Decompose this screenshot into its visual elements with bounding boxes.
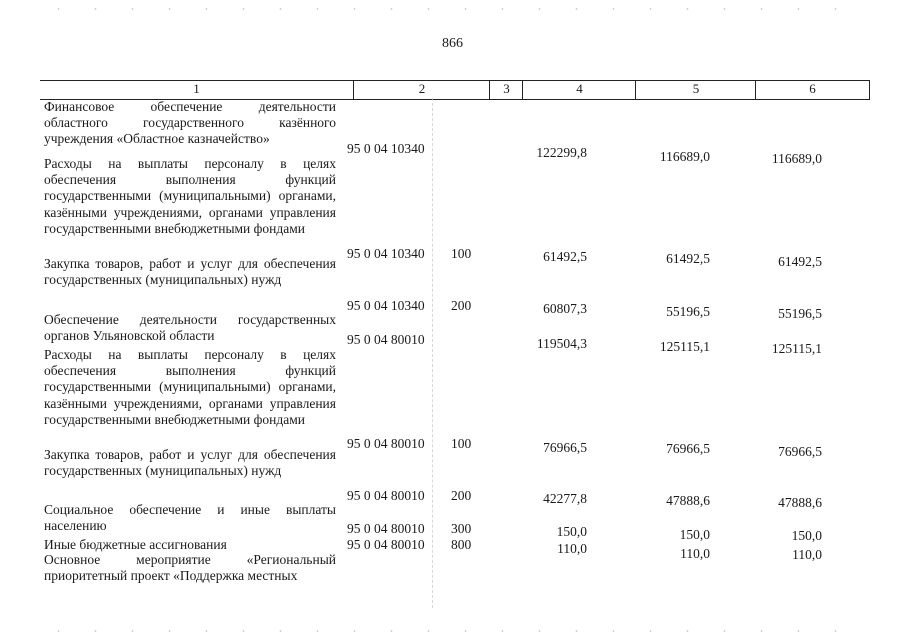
header-col-6: 6	[755, 81, 870, 99]
row-value-col4: 60807,3	[543, 301, 587, 316]
scan-noise-bottom	[40, 630, 870, 632]
header-col-4: 4	[522, 81, 636, 99]
header-col-1: 1	[193, 81, 200, 96]
row-description: Финансовое обеспечение деятельности областного государственного казённого учреждения «Областное казначейство»	[44, 99, 336, 147]
scan-noise-top	[40, 8, 870, 10]
row-value-col5: 125115,1	[659, 339, 710, 354]
row-description: Расходы на выплаты персоналу в целях обеспечения выполнения функций государственными (муниципальными) органами, казёнными учреждениями, органами управления государственными внебюджетными фондами	[44, 156, 336, 236]
row-value-col4: 110,0	[557, 541, 587, 556]
row-value-col5: 116689,0	[659, 149, 710, 164]
row-value-col4: 61492,5	[543, 249, 587, 264]
row-value-col4: 76966,5	[543, 440, 587, 455]
row-target-code: 95 0 04 10340	[347, 298, 425, 313]
row-target-code: 95 0 04 80010	[347, 521, 425, 536]
row-target-code: 95 0 04 80010	[347, 332, 425, 347]
row-value-col4: 150,0	[556, 524, 587, 539]
row-value-col6: 47888,6	[778, 495, 822, 510]
header-col-5: 5	[635, 81, 756, 99]
row-value-col4: 122299,8	[536, 145, 587, 160]
row-value-col6: 125115,1	[771, 341, 822, 356]
row-expense-type: 200	[451, 488, 472, 503]
row-value-col5: 110,0	[680, 546, 710, 561]
row-value-col5: 150,0	[679, 527, 710, 542]
table-header-row	[40, 80, 870, 100]
row-description: Иные бюджетные ассигнования	[44, 537, 227, 552]
column-guide	[432, 98, 433, 608]
row-description: Социальное обеспечение и иные выплаты населению	[44, 502, 336, 534]
row-value-col6: 110,0	[792, 547, 822, 562]
row-expense-type: 200	[451, 298, 472, 313]
row-target-code: 95 0 04 80010	[347, 436, 425, 451]
row-target-code: 95 0 04 10340	[347, 141, 425, 156]
row-expense-type: 100	[451, 436, 472, 451]
row-value-col6: 116689,0	[771, 151, 822, 166]
header-col-3: 3	[489, 81, 523, 99]
row-value-col6: 76966,5	[778, 444, 822, 459]
row-description: Закупка товаров, работ и услуг для обеспечения государственных (муниципальных) нужд	[44, 447, 336, 479]
row-expense-type: 100	[451, 246, 472, 261]
row-value-col4: 42277,8	[543, 491, 587, 506]
row-target-code: 95 0 04 80010	[347, 488, 425, 503]
row-value-col6: 150,0	[791, 528, 822, 543]
row-target-code: 95 0 04 80010	[347, 537, 425, 552]
row-value-col5: 61492,5	[666, 251, 710, 266]
row-value-col5: 76966,5	[666, 441, 710, 456]
row-description: Расходы на выплаты персоналу в целях обеспечения выполнения функций государственными (муниципальными) органами, казёнными учреждениями, органами управления государственными внебюджетными фондами	[44, 347, 336, 427]
page-number: 866	[442, 36, 463, 51]
row-expense-type: 300	[451, 521, 472, 536]
row-expense-type: 800	[451, 537, 472, 552]
row-description: Основное мероприятие «Региональный приоритетный проект «Поддержка местных	[44, 552, 336, 584]
row-description: Закупка товаров, работ и услуг для обеспечения государственных (муниципальных) нужд	[44, 256, 336, 288]
header-col-2: 2	[353, 81, 490, 99]
row-value-col6: 61492,5	[778, 254, 822, 269]
row-target-code: 95 0 04 10340	[347, 246, 425, 261]
row-description: Обеспечение деятельности государственных органов Ульяновской области	[44, 312, 336, 344]
row-value-col5: 55196,5	[666, 304, 710, 319]
row-value-col5: 47888,6	[666, 493, 710, 508]
row-value-col6: 55196,5	[778, 306, 822, 321]
row-value-col4: 119504,3	[536, 336, 587, 351]
